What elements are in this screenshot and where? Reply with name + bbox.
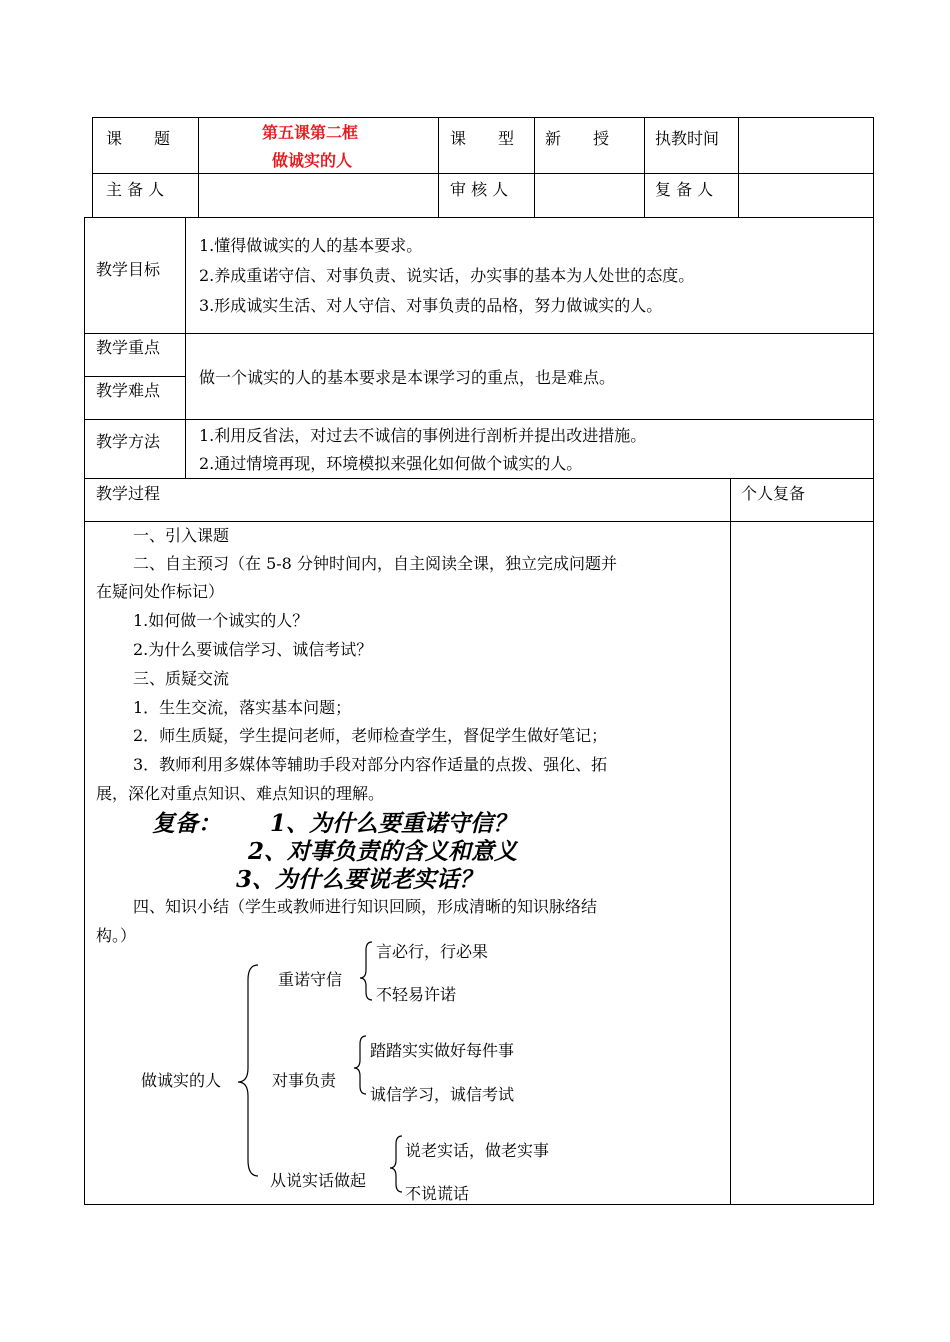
key-difficulty-text: 做一个诚实的人的基本要求是本课学习的重点，也是难点。 [199,368,616,387]
summary-line: 四、知识小结（学生或教师进行知识回顾，形成清晰的知识脉络结 [133,897,598,916]
process-line: 二、自主预习（在 5-8 分钟时间内，自主阅读全课，独立完成问题并 [133,554,617,573]
goal-item: 2.养成重诺守信、对事负责、说实话，办实事的基本为人处世的态度。 [199,266,695,285]
mindmap-leaf: 言必行，行必果 [376,942,489,961]
type-label: 课 型 [450,129,515,148]
process-line: 展，深化对重点知识、难点知识的理解。 [96,784,385,803]
lesson-label: 课 题 [106,129,171,148]
mindmap-branch: 重诺守信 [278,970,343,989]
reviewer-label: 审 核 人 [450,180,509,199]
difficulty-label: 教学难点 [96,381,161,400]
process-line: 三、质疑交流 [133,669,230,688]
mindmap-leaf: 不轻易许诺 [376,985,457,1004]
lesson-title-line2: 做诚实的人 [272,151,353,170]
mindmap-root: 做诚实的人 [141,1071,222,1090]
mindmap-leaf: 诚信学习，诚信考试 [370,1085,515,1104]
process-line: 1.如何做一个诚实的人？ [133,611,309,630]
branch-brace [354,1036,366,1094]
process-line: 2.为什么要诚信学习、诚信考试？ [133,640,373,659]
process-line: 在疑问处作标记） [96,582,225,601]
preparer-label: 主 备 人 [106,180,165,199]
goals-label: 教学目标 [96,260,161,279]
goal-item: 1.懂得做诚实的人的基本要求。 [199,236,423,255]
process-line: 3．教师利用多媒体等辅助手段对部分内容作适量的点拨、强化、拓 [133,755,608,774]
root-brace [238,965,258,1176]
branch-brace [390,1136,402,1192]
type-value: 新 授 [545,129,610,148]
review-item: 1、为什么要重诺守信？ [270,810,517,837]
reprep-label: 复 备 人 [655,180,714,199]
lesson-title-line1: 第五课第二框 [262,123,359,142]
process-label: 教学过程 [96,484,161,503]
methods-label: 教学方法 [96,432,161,451]
review-item: 2、对事负责的含义和意义 [248,838,518,865]
time-label: 执教时间 [655,129,720,148]
review-item: 3、为什么要说老实话？ [236,866,483,893]
summary-line: 构。） [96,926,137,945]
goal-item: 3.形成诚实生活、对人守信、对事负责的品格，努力做诚实的人。 [199,296,663,315]
process-line: 2．师生质疑，学生提问老师，老师检查学生，督促学生做好笔记； [133,726,608,745]
branch-brace [360,942,372,1000]
mindmap-leaf: 说老实话，做老实事 [405,1141,550,1160]
key-point-label: 教学重点 [96,338,161,357]
mindmap-branch: 对事负责 [272,1071,337,1090]
method-item: 1.利用反省法，对过去不诚信的事例进行剖析并提出改进措施。 [199,426,647,445]
mindmap-leaf: 不说谎话 [405,1184,470,1203]
review-label: 复备： [152,810,221,837]
process-line: 1．生生交流，落实基本问题； [133,698,352,717]
mindmap-branch: 从说实话做起 [270,1171,367,1190]
process-line: 一、引入课题 [133,526,230,545]
mindmap-leaf: 踏踏实实做好每件事 [370,1041,515,1060]
personal-review-label: 个人复备 [741,484,806,503]
method-item: 2.通过情境再现，环境模拟来强化如何做个诚实的人。 [199,454,583,473]
